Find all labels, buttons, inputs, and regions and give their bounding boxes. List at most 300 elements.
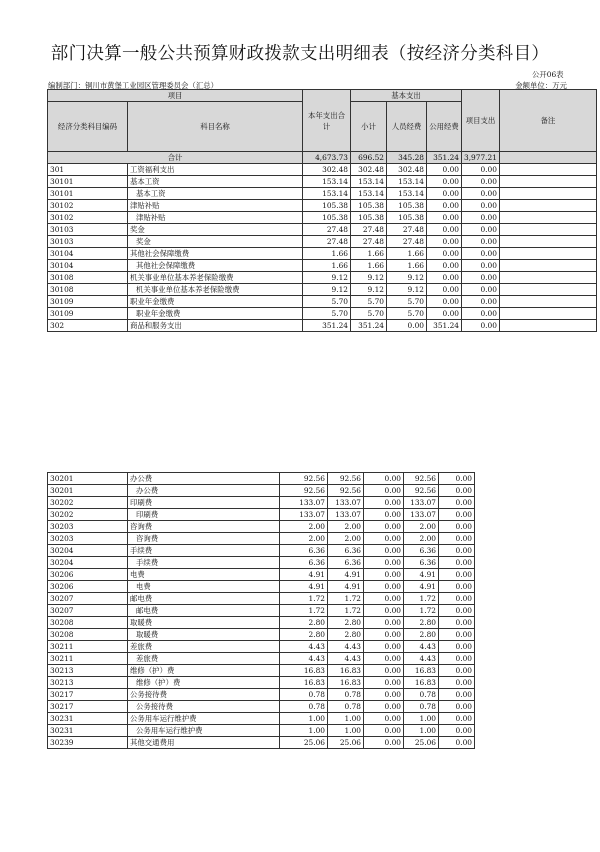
total-cell: 351.24 [303,320,351,332]
total-cell: 5.70 [303,296,351,308]
personnel-cell: 1.66 [387,260,427,272]
name-cell: 其他社会保障缴费 [128,260,303,272]
code-cell: 30217 [48,689,128,701]
total-cell: 133.07 [280,509,328,521]
code-cell: 30213 [48,677,128,689]
code-cell: 30208 [48,629,128,641]
project-cell: 0.00 [462,236,500,248]
code-cell: 30101 [48,188,128,200]
total-cell: 6.36 [280,545,328,557]
subtotal-cell: 105.38 [351,200,387,212]
subtotal-cell: 2.00 [328,521,364,533]
total-cell: 92.56 [280,473,328,485]
remark-cell [499,176,596,188]
name-cell: 维修（护）费 [128,677,280,689]
expenditure-table-part1 [47,89,597,332]
subtotal-cell: 25.06 [328,737,364,749]
name-cell: 公务用车运行维护费 [128,725,280,737]
total-cell: 133.07 [280,497,328,509]
code-cell: 30203 [48,521,128,533]
name-cell: 印刷费 [128,497,280,509]
subtotal-cell: 0.78 [328,689,364,701]
code-cell: 30208 [48,617,128,629]
project-cell: 0.00 [439,665,475,677]
project-cell: 0.00 [439,725,475,737]
public-cell: 0.78 [404,701,439,713]
name-cell: 咨询费 [128,533,280,545]
public-cell: 0.00 [427,224,462,236]
table-row [48,737,475,749]
personnel-cell: 0.00 [364,689,404,701]
total-cell: 92.56 [280,485,328,497]
personnel-cell: 0.00 [364,581,404,593]
code-cell: 30204 [48,545,128,557]
name-cell: 邮电费 [128,593,280,605]
project-cell: 0.00 [462,296,500,308]
header-project: 项目 [48,90,303,102]
code-cell: 301 [48,164,128,176]
public-cell: 2.00 [404,521,439,533]
project-cell: 0.00 [462,248,500,260]
table-row [48,320,597,332]
name-cell: 咨询费 [128,521,280,533]
total-cell: 1.00 [280,725,328,737]
subtotal-cell: 92.56 [328,473,364,485]
name-cell: 机关事业单位基本养老保险缴费 [128,272,303,284]
personnel-cell: 9.12 [387,272,427,284]
personnel-cell: 0.00 [364,725,404,737]
public-cell: 0.00 [427,248,462,260]
personnel-cell: 0.00 [364,737,404,749]
subtotal-cell: 2.80 [328,617,364,629]
project-cell: 0.00 [439,617,475,629]
table-row [48,497,475,509]
name-cell: 邮电费 [128,605,280,617]
code-cell: 30201 [48,485,128,497]
personnel-cell: 0.00 [364,593,404,605]
subtotal-cell: 2.00 [328,533,364,545]
personnel-cell: 0.00 [364,677,404,689]
total-cell: 1.66 [303,260,351,272]
project-cell: 0.00 [462,320,500,332]
total-cell: 25.06 [280,737,328,749]
code-cell: 30104 [48,248,128,260]
project-cell: 0.00 [439,569,475,581]
project-cell: 0.00 [439,473,475,485]
personnel-cell: 0.00 [364,713,404,725]
code-cell: 30109 [48,308,128,320]
table-row [48,725,475,737]
name-cell: 津贴补贴 [128,212,303,224]
name-cell: 印刷费 [128,509,280,521]
public-cell: 0.00 [427,272,462,284]
total-cell: 2.80 [280,629,328,641]
personnel-cell: 0.00 [364,629,404,641]
summary-total: 4,673.73 [303,152,351,164]
total-cell: 4.43 [280,653,328,665]
table-row [48,212,597,224]
public-cell: 0.78 [404,689,439,701]
public-cell: 1.72 [404,593,439,605]
project-cell: 0.00 [439,605,475,617]
project-cell: 0.00 [462,260,500,272]
total-cell: 27.48 [303,224,351,236]
total-cell: 153.14 [303,176,351,188]
public-cell: 16.83 [404,665,439,677]
personnel-cell: 0.00 [364,545,404,557]
code-cell: 302 [48,320,128,332]
public-cell: 16.83 [404,677,439,689]
public-cell: 133.07 [404,509,439,521]
table-row [48,689,475,701]
name-cell: 差旅费 [128,641,280,653]
code-cell: 30201 [48,473,128,485]
total-cell: 16.83 [280,665,328,677]
public-cell: 0.00 [427,308,462,320]
personnel-cell: 0.00 [364,497,404,509]
personnel-cell: 105.38 [387,212,427,224]
personnel-cell: 0.00 [364,485,404,497]
code-cell: 30202 [48,509,128,521]
code-cell: 30231 [48,713,128,725]
total-cell: 0.78 [280,689,328,701]
remark-cell [499,320,596,332]
code-cell: 30239 [48,737,128,749]
remark-cell [499,188,596,200]
personnel-cell: 0.00 [364,557,404,569]
public-cell: 1.72 [404,605,439,617]
subtotal-cell: 16.83 [328,665,364,677]
public-cell: 0.00 [427,200,462,212]
name-cell: 机关事业单位基本养老保险缴费 [128,284,303,296]
public-cell: 6.36 [404,545,439,557]
table-row [48,581,475,593]
public-cell: 2.00 [404,533,439,545]
table-row [48,248,597,260]
personnel-cell: 0.00 [364,509,404,521]
subtotal-cell: 4.43 [328,641,364,653]
table-row [48,284,597,296]
public-cell: 25.06 [404,737,439,749]
project-cell: 0.00 [462,200,500,212]
header-public: 公用经费 [427,102,462,152]
name-cell: 奖金 [128,224,303,236]
code-cell: 30103 [48,236,128,248]
compiling-department: 编制部门：铜川市黄堡工业园区管理委员会（汇总） [48,81,218,90]
personnel-cell: 105.38 [387,200,427,212]
total-cell: 1.72 [280,605,328,617]
project-cell: 0.00 [462,224,500,236]
public-cell: 92.56 [404,473,439,485]
table-row [48,677,475,689]
project-cell: 0.00 [462,176,500,188]
total-cell: 105.38 [303,212,351,224]
subtotal-cell: 1.72 [328,605,364,617]
table-row [48,164,597,176]
table-row [48,641,475,653]
summary-remark [499,152,596,164]
personnel-cell: 27.48 [387,236,427,248]
name-cell: 手续费 [128,545,280,557]
public-cell: 0.00 [427,296,462,308]
subtotal-cell: 1.00 [328,725,364,737]
personnel-cell: 0.00 [364,701,404,713]
name-cell: 办公费 [128,485,280,497]
form-number: 公开06表 [532,70,564,79]
public-cell: 0.00 [427,212,462,224]
subtotal-cell: 1.72 [328,593,364,605]
subtotal-cell: 302.48 [351,164,387,176]
header-remark: 备注 [499,90,596,152]
table-row [48,236,597,248]
remark-cell [499,296,596,308]
table-row [48,653,475,665]
total-cell: 4.91 [280,569,328,581]
subtotal-cell: 6.36 [328,557,364,569]
total-cell: 16.83 [280,677,328,689]
name-cell: 工资福利支出 [128,164,303,176]
project-cell: 0.00 [439,689,475,701]
personnel-cell: 153.14 [387,188,427,200]
table-row [48,629,475,641]
name-cell: 取暖费 [128,629,280,641]
personnel-cell: 5.70 [387,296,427,308]
subtotal-cell: 133.07 [328,509,364,521]
public-cell: 4.91 [404,581,439,593]
subtotal-cell: 92.56 [328,485,364,497]
header-basic-expense: 基本支出 [351,90,462,102]
personnel-cell: 0.00 [364,617,404,629]
code-cell: 30211 [48,641,128,653]
personnel-cell: 0.00 [364,653,404,665]
total-cell: 2.00 [280,521,328,533]
summary-public: 351.24 [427,152,462,164]
total-cell: 302.48 [303,164,351,176]
project-cell: 0.00 [439,677,475,689]
personnel-cell: 0.00 [364,569,404,581]
name-cell: 基本工资 [128,188,303,200]
personnel-cell: 0.00 [364,521,404,533]
subtotal-cell: 0.78 [328,701,364,713]
project-cell: 0.00 [439,509,475,521]
project-cell: 0.00 [439,701,475,713]
table-row [48,308,597,320]
public-cell: 0.00 [427,188,462,200]
remark-cell [499,200,596,212]
total-cell: 2.80 [280,617,328,629]
name-cell: 奖金 [128,236,303,248]
project-cell: 0.00 [462,272,500,284]
project-cell: 0.00 [439,533,475,545]
remark-cell [499,284,596,296]
subtotal-cell: 4.43 [328,653,364,665]
personnel-cell: 27.48 [387,224,427,236]
name-cell: 手续费 [128,557,280,569]
public-cell: 1.00 [404,713,439,725]
code-cell: 30204 [48,557,128,569]
table-row [48,473,475,485]
table-row [48,593,475,605]
code-cell: 30211 [48,653,128,665]
name-cell: 公务用车运行维护费 [128,713,280,725]
total-cell: 4.91 [280,581,328,593]
table-row [48,224,597,236]
name-cell: 取暖费 [128,617,280,629]
project-cell: 0.00 [439,713,475,725]
subtotal-cell: 351.24 [351,320,387,332]
table-row [48,545,475,557]
name-cell: 其他社会保障缴费 [128,248,303,260]
subtotal-cell: 1.66 [351,260,387,272]
name-cell: 电费 [128,569,280,581]
public-cell: 0.00 [427,236,462,248]
name-cell: 维修（护）费 [128,665,280,677]
project-cell: 0.00 [439,545,475,557]
summary-project: 3,977.21 [462,152,500,164]
code-cell: 30217 [48,701,128,713]
name-cell: 办公费 [128,473,280,485]
summary-label: 合计 [48,152,303,164]
code-cell: 30206 [48,569,128,581]
subtotal-cell: 153.14 [351,176,387,188]
code-cell: 30103 [48,224,128,236]
code-cell: 30108 [48,272,128,284]
subtotal-cell: 27.48 [351,236,387,248]
project-cell: 0.00 [439,629,475,641]
public-cell: 351.24 [427,320,462,332]
project-cell: 0.00 [439,653,475,665]
code-cell: 30207 [48,593,128,605]
subtotal-cell: 4.91 [328,569,364,581]
personnel-cell: 5.70 [387,308,427,320]
name-cell: 职业年金缴费 [128,296,303,308]
public-cell: 0.00 [427,164,462,176]
total-cell: 1.72 [280,593,328,605]
remark-cell [499,260,596,272]
total-cell: 1.66 [303,248,351,260]
code-cell: 30206 [48,581,128,593]
project-cell: 0.00 [439,485,475,497]
public-cell: 2.80 [404,617,439,629]
code-cell: 30203 [48,533,128,545]
summary-row [48,152,597,164]
code-cell: 30104 [48,260,128,272]
header-total: 本年支出合计 [303,90,351,152]
code-cell: 30102 [48,212,128,224]
code-cell: 30231 [48,725,128,737]
total-cell: 27.48 [303,236,351,248]
personnel-cell: 0.00 [364,641,404,653]
subtotal-cell: 5.70 [351,308,387,320]
code-cell: 30207 [48,605,128,617]
header-name: 科目名称 [128,102,303,152]
table-row [48,509,475,521]
code-cell: 30101 [48,176,128,188]
name-cell: 基本工资 [128,176,303,188]
public-cell: 0.00 [427,260,462,272]
table-row [48,200,597,212]
personnel-cell: 1.66 [387,248,427,260]
table-row [48,188,597,200]
name-cell: 公务接待费 [128,701,280,713]
personnel-cell: 0.00 [387,320,427,332]
remark-cell [499,164,596,176]
personnel-cell: 153.14 [387,176,427,188]
table-row [48,713,475,725]
public-cell: 4.91 [404,569,439,581]
name-cell: 商品和服务支出 [128,320,303,332]
public-cell: 92.56 [404,485,439,497]
project-cell: 0.00 [439,557,475,569]
table-row [48,533,475,545]
expenditure-table-part2 [47,472,475,749]
subtotal-cell: 9.12 [351,272,387,284]
remark-cell [499,272,596,284]
total-cell: 2.00 [280,533,328,545]
project-cell: 0.00 [439,737,475,749]
remark-cell [499,308,596,320]
subtotal-cell: 27.48 [351,224,387,236]
table-row [48,260,597,272]
code-cell: 30102 [48,200,128,212]
personnel-cell: 0.00 [364,605,404,617]
name-cell: 其他交通费用 [128,737,280,749]
total-cell: 9.12 [303,272,351,284]
subtotal-cell: 6.36 [328,545,364,557]
name-cell: 职业年金缴费 [128,308,303,320]
subtotal-cell: 9.12 [351,284,387,296]
code-cell: 30108 [48,284,128,296]
summary-subtotal: 696.52 [351,152,387,164]
subtotal-cell: 1.00 [328,713,364,725]
table-row [48,521,475,533]
table-row [48,569,475,581]
name-cell: 公务接待费 [128,689,280,701]
personnel-cell: 0.00 [364,665,404,677]
subtotal-cell: 105.38 [351,212,387,224]
project-cell: 0.00 [462,164,500,176]
subtotal-cell: 1.66 [351,248,387,260]
project-cell: 0.00 [439,497,475,509]
personnel-cell: 0.00 [364,533,404,545]
table-row [48,296,597,308]
total-cell: 6.36 [280,557,328,569]
name-cell: 差旅费 [128,653,280,665]
project-cell: 0.00 [462,284,500,296]
subtotal-cell: 4.91 [328,581,364,593]
table-row [48,176,597,188]
amount-unit: 金额单位：万元 [515,81,567,90]
header-project-expense: 项目支出 [462,90,500,152]
project-cell: 0.00 [439,521,475,533]
name-cell: 津贴补贴 [128,200,303,212]
subtotal-cell: 133.07 [328,497,364,509]
public-cell: 2.80 [404,629,439,641]
table-row [48,701,475,713]
header-subtotal: 小计 [351,102,387,152]
table-row [48,557,475,569]
header-personnel: 人员经费 [387,102,427,152]
project-cell: 0.00 [439,641,475,653]
code-cell: 30213 [48,665,128,677]
subtotal-cell: 2.80 [328,629,364,641]
table-row [48,485,475,497]
page-title: 部门决算一般公共预算财政拨款支出明细表（按经济分类科目） [50,44,550,64]
project-cell: 0.00 [462,212,500,224]
table-row [48,272,597,284]
remark-cell [499,224,596,236]
project-cell: 0.00 [439,593,475,605]
